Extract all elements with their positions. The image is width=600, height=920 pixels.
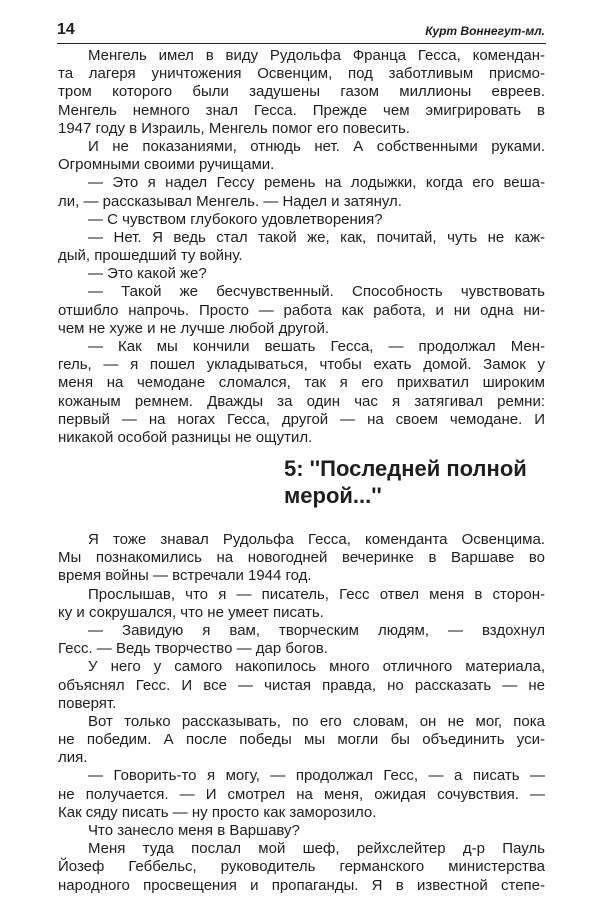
text-line: — Говорить-то я могу, — продолжал Гесс, — а писать — bbox=[88, 767, 545, 785]
text-line: лия. bbox=[58, 749, 88, 767]
text-line: народного просвещения и пропаганды. Я в известной степе- bbox=[58, 876, 545, 894]
text-line: дый, прошедший ту войну. bbox=[58, 247, 243, 265]
text-line: Как сяду писать — ну просто как заморозило. bbox=[58, 803, 377, 821]
paragraph bbox=[58, 822, 545, 840]
text-line: 1947 году в Израиль, Менгель помог его повесить. bbox=[58, 119, 410, 137]
text-line: кожаным ремнем. Дважды за один час я затягивал ремни: bbox=[58, 392, 545, 410]
header-rule bbox=[57, 43, 546, 44]
text-line: У него у самого накопилось много отличного материала, bbox=[88, 658, 545, 676]
text-line: — С чувством глубокого удовлетворения? bbox=[88, 210, 383, 228]
text-line: Менгель немного знал Гесса. Прежде чем эмигрировать в bbox=[58, 101, 545, 119]
text-line: время войны — встречали 1944 год. bbox=[58, 567, 312, 585]
text-line: меня на чемодане сломался, так я его прихватил широким bbox=[58, 374, 545, 392]
text-line: не получается. — И смотрел на меня, ожидая сочувствия. — bbox=[58, 785, 545, 803]
text-line: гель, — я пошел укладываться, чтобы ехать домой. Замок у bbox=[58, 356, 545, 374]
paragraph bbox=[58, 211, 545, 229]
text-line: Гесс. — Ведь творчество — дар богов. bbox=[58, 640, 328, 658]
paragraph bbox=[58, 47, 545, 138]
running-header-author: Курт Воннегут-мл. bbox=[425, 24, 545, 38]
text-line: никакой особой разницы не ощутил. bbox=[58, 428, 313, 446]
text-line: отшибло напрочь. Просто — работа как работа, и ни одна ни- bbox=[58, 301, 545, 319]
text-line: — Такой же бесчувственный. Способность чувствовать bbox=[88, 283, 545, 301]
text-line: Мы познакомились на новогодней вечеринке в Варшаве во bbox=[58, 549, 545, 567]
text-line: ли, — рассказывал Менгель. — Надел и затянул. bbox=[58, 192, 402, 210]
paragraph bbox=[58, 229, 545, 265]
text-line: — Завидую я вам, творческим людям, — вздохнул bbox=[88, 621, 545, 639]
text-line: Менгель имел в виду Рудольфа Франца Гесса, комендан- bbox=[88, 47, 545, 64]
chapter-heading bbox=[284, 455, 554, 509]
text-line: Огромными своими ручищами. bbox=[58, 156, 275, 174]
body-text-section-2 bbox=[58, 531, 545, 895]
text-line: первый — на ногах Гесса, другой — на своем чемодане. И bbox=[58, 410, 545, 428]
text-line: тром которого были задушены газом миллионы евреев. bbox=[58, 83, 545, 101]
text-line: Прослышав, что я — писатель, Гесс отвел меня в сторон- bbox=[88, 585, 545, 603]
text-line: Я тоже знавал Рудольфа Гесса, коменданта Освенцима. bbox=[88, 531, 545, 548]
paragraph bbox=[58, 840, 545, 895]
paragraph bbox=[58, 531, 545, 586]
paragraph bbox=[58, 138, 545, 174]
paragraph bbox=[58, 713, 545, 768]
text-line: Йозеф Геббельс, руководитель германского министерства bbox=[58, 858, 545, 876]
text-line: не победим. А после победы мы могли бы объединить уси- bbox=[58, 731, 545, 749]
paragraph bbox=[58, 174, 545, 210]
text-line: И не показаниями, отнюдь нет. А собственными руками. bbox=[88, 137, 545, 155]
text-line: — Нет. Я ведь стал такой же, как, почитай, чуть не каж- bbox=[88, 228, 545, 246]
text-line: Вот только рассказывать, по его словам, он не мог, пока bbox=[88, 712, 545, 730]
paragraph bbox=[58, 622, 545, 658]
text-line: поверят. bbox=[58, 694, 117, 712]
text-line: Меня туда послал мой шеф, рейхслейтер д-р Пауль bbox=[88, 840, 545, 858]
page-number: 14 bbox=[57, 21, 75, 38]
paragraph bbox=[58, 265, 545, 283]
chapter-title-line-2: мерой...'' bbox=[284, 483, 382, 508]
paragraph bbox=[58, 658, 545, 713]
text-line: Что занесло меня в Варшаву? bbox=[88, 822, 300, 839]
chapter-title-line-1: 5: ''Последней полной bbox=[284, 456, 527, 481]
body-text-section-1 bbox=[58, 47, 545, 447]
text-line: ку и сокрушался, что не умеет писать. bbox=[58, 603, 324, 621]
text-line: та лагеря уничтожения Освенцим, под заботливым присмо- bbox=[58, 65, 545, 83]
paragraph bbox=[58, 338, 545, 447]
text-line: объяснял Гесс. И все — чистая правда, но рассказать — не bbox=[58, 676, 545, 694]
paragraph bbox=[58, 283, 545, 338]
text-line: — Как мы кончили вешать Гесса, — продолжал Мен- bbox=[88, 338, 545, 355]
paragraph bbox=[58, 586, 545, 622]
text-line: — Это я надел Гессу ремень на лодыжки, когда его веша- bbox=[88, 174, 545, 192]
text-line: — Это какой же? bbox=[88, 265, 207, 283]
text-line: чем не хуже и не лучше любой другой. bbox=[58, 319, 330, 337]
paragraph bbox=[58, 767, 545, 822]
